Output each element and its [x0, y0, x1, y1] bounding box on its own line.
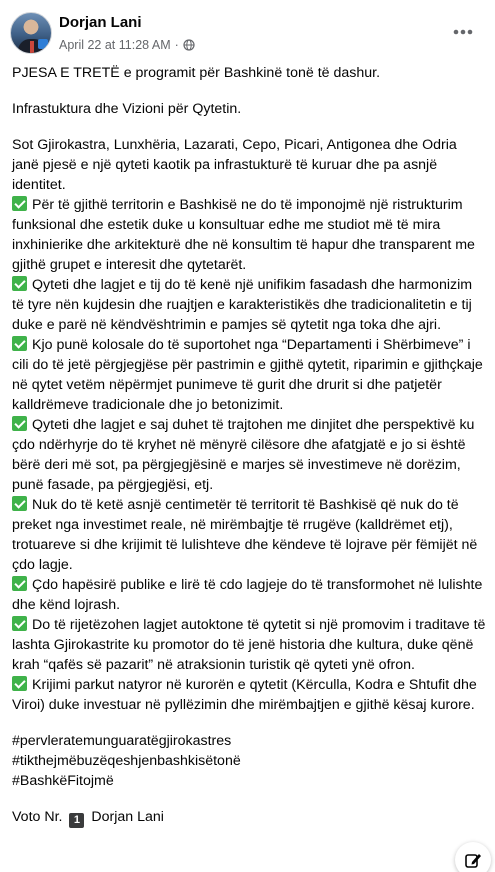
list-item-text: Për të gjithë territorin e Bashkisë ne do të imponojmë një ristrukturim funksional dhe estetik duke u konsultuar edhe me studiot më të mira inxhinierike dhe arkitekturë dhe në konsultim të hapur dhe transparent me gjithë grupet e interesit dhe qytetarët.	[12, 197, 475, 273]
post-header	[0, 0, 495, 62]
more-options-icon	[453, 29, 473, 35]
avatar[interactable]	[10, 12, 52, 54]
author-name[interactable]: Dorjan Lani	[59, 14, 142, 31]
post-content	[12, 135, 486, 715]
hashtag-link[interactable]: #BashkëFitojmë	[12, 773, 114, 789]
list-item	[12, 615, 486, 675]
list-item	[12, 335, 486, 415]
list-item-text: Kjo punë kolosale do të suportohet nga “Departamenti i Shërbimeve” i cili do të jetë përgjegjëse për pastrimin e gjithë qytetit, riparimin e gjithçkaje në qytet vetëm nëpërmjet punimeve të gurit dhe drurit si dhe patjetër kalldrëmeve tradicionale dhe jo betonizimit.	[12, 337, 483, 413]
check-mark-icon	[12, 576, 27, 591]
check-mark-icon	[12, 496, 27, 511]
post-date[interactable]: April 22 at 11:28 AM	[59, 38, 171, 52]
globe-icon[interactable]	[183, 39, 195, 51]
hashtag-list	[12, 731, 486, 791]
avatar-tie	[30, 41, 34, 53]
check-mark-icon	[12, 616, 27, 631]
meta-separator: ·	[174, 38, 179, 52]
check-mark-icon	[12, 416, 27, 431]
list-item	[12, 415, 486, 495]
post-meta	[59, 38, 195, 52]
list-item-text: Do të rijetëzohen lagjet autoktone të qytetit si një promovim i traditave të lashta Gjirokastrite ku promotor do të jenë historia dhe kultura, duke qënë krah “qafës së pazarit” në atraksionin turistik që qyteti ynë ofron.	[12, 617, 486, 673]
list-item-text: Çdo hapësirë publike e lirë të cdo lagjeje do të transformohet në lulishte dhe kënd lojrash.	[12, 577, 483, 613]
post-intro: PJESA E TRETË e programit për Bashkinë tonë të dashur.	[12, 65, 381, 81]
post-lead: Sot Gjirokastra, Lunxhëria, Lazarati, Cepo, Picari, Antigonea dhe Odria janë pjesë e një qyteti kaotik pa infrastukturë të kuruar dhe pa asnjë identitet.	[12, 137, 457, 193]
more-options-button[interactable]	[451, 20, 475, 44]
avatar-badge	[38, 39, 48, 49]
list-item	[12, 675, 486, 715]
check-mark-icon	[12, 196, 27, 211]
hashtag-link[interactable]: #tikthejmëbuzëqeshjenbashkisëtonë	[12, 753, 241, 769]
list-item	[12, 195, 486, 275]
hashtag-link[interactable]: #pervleratemunguaratëgjirokastres	[12, 733, 232, 749]
check-mark-icon	[12, 276, 27, 291]
compose-button[interactable]	[455, 842, 491, 872]
list-item-text: Qyteti dhe lagjet e tij do të kenë një unifikim fasadash dhe harmonizim të tyre nën kujdesin dhe ruajtjen e karakteristikës dhe tradicionalitetin e tij duke e parë në këndvështrimin e pamjes së qytetit nga toka dhe ajri.	[12, 277, 473, 333]
check-mark-icon	[12, 336, 27, 351]
vote-prefix: Voto Nr.	[12, 809, 63, 825]
vote-name: Dorjan Lani	[91, 809, 164, 825]
keycap-number-icon: 1	[69, 813, 84, 828]
list-item	[12, 575, 486, 615]
list-item-text: Nuk do të ketë asnjë centimetër të territorit të Bashkisë që nuk do të preket nga investimet reale, në mirëmbajtje të rrugëve (kalldrëmet etj), trotuareve si dhe krijimit të lulishteve dhe këndeve të lojrave për fëmijët në çdo lagje.	[12, 497, 478, 573]
vote-line	[12, 807, 486, 828]
list-item-text: Krijimi parkut natyror në kurorën e qytetit (Kërculla, Kodra e Shtufit dhe Viroi) duke investuar në pyllëzimin dhe mirëmbajtjen e gjithë kësaj kurore.	[12, 677, 477, 713]
post-body	[12, 63, 486, 828]
list-item	[12, 275, 486, 335]
check-mark-icon	[12, 676, 27, 691]
list-item-text: Qyteti dhe lagjet e saj duhet të trajtohen me dinjitet dhe perspektivë ku çdo ndërhyrje do të kryhet në mënyrë cilësore dhe afatgjatë e jo si është bërë deri më sot, pa përgjegjësinë e marjes së investimeve në dorëzim, punë fasade, pa përgjegjësi, etj.	[12, 417, 475, 493]
post-subtitle: Infrastuktura dhe Vizioni për Qytetin.	[12, 101, 242, 117]
list-item	[12, 495, 486, 575]
edit-compose-icon	[464, 851, 482, 869]
